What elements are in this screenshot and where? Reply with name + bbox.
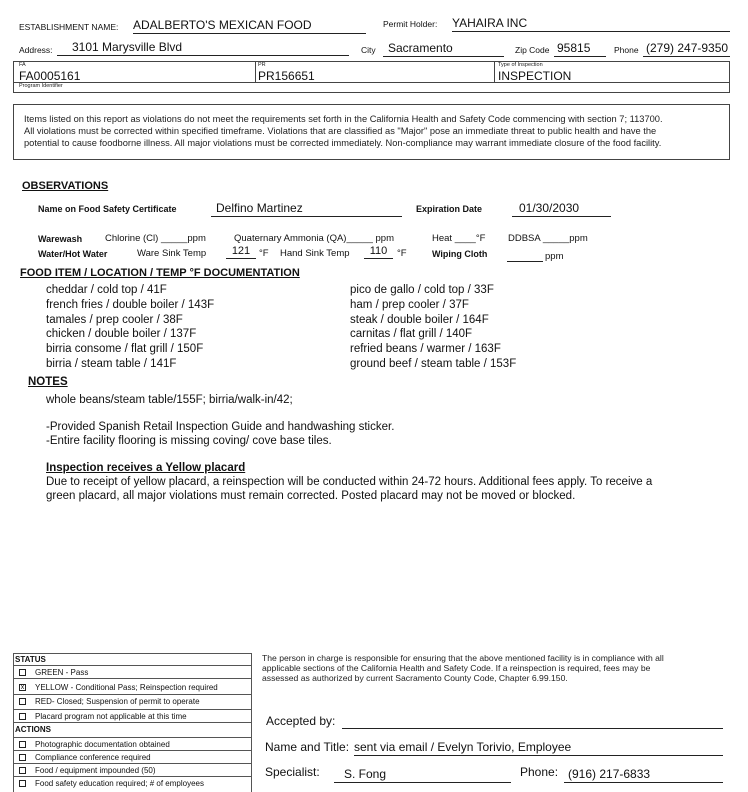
placard-line-2: green placard, all major violations must remain corrected. Posted placard may not be moved or blocked.	[46, 490, 576, 502]
wiping-cloth-label: Wiping Cloth	[432, 249, 488, 259]
id-sep-2	[494, 61, 495, 82]
action-impound-label: Food / equipment impounded (50)	[35, 766, 156, 775]
notes-line-1: whole beans/steam table/155F; birria/walk-in/42;	[46, 394, 293, 406]
cert-name: Delfino Martinez	[211, 201, 402, 217]
specialist-field[interactable]: S. Fong	[334, 767, 511, 783]
water-label: Water/Hot Water	[38, 249, 108, 259]
hand-sink-label: Hand Sink Temp	[280, 248, 350, 259]
permit-holder: YAHAIRA INC	[452, 16, 730, 32]
fa-number: FA0005161	[19, 69, 81, 83]
actions-heading: ACTIONS	[15, 725, 51, 734]
food-item-left-3: tamales / prep cooler / 38F	[46, 314, 183, 326]
food-item-right-2: ham / prep cooler / 37F	[350, 299, 469, 311]
observations-heading: OBSERVATIONS	[22, 180, 109, 192]
ware-sink-temp: 121	[226, 245, 256, 259]
action-photo-label: Photographic documentation obtained	[35, 740, 170, 749]
food-item-right-3: steak / double boiler / 164F	[350, 314, 489, 326]
inspection-type-label: Type of Inspection	[498, 62, 543, 68]
name-title-label: Name and Title:	[265, 740, 350, 754]
address-label: Address:	[19, 45, 53, 55]
status-red-checkbox[interactable]	[19, 698, 26, 705]
wiping-cloth-unit: ppm	[545, 251, 564, 262]
action-photo-checkbox[interactable]	[19, 741, 26, 748]
action-impound-checkbox[interactable]	[19, 767, 26, 774]
accepted-by-field[interactable]	[342, 713, 723, 729]
notice-line-1: Items listed on this report as violations do not meet the requirements set forth in the California Health and Safety Code commencing with section 7; 113700.	[24, 114, 663, 124]
food-item-left-2: french fries / double boiler / 143F	[46, 299, 215, 311]
status-heading: STATUS	[15, 655, 46, 664]
status-na-checkbox[interactable]	[19, 713, 26, 720]
status-green-label: GREEN - Pass	[35, 668, 89, 677]
food-item-left-1: cheddar / cold top / 41F	[46, 284, 167, 296]
food-item-left-5: birria consome / flat grill / 150F	[46, 343, 204, 355]
quat-ammonia-label: Quaternary Ammonia (QA)_____ ppm	[234, 233, 394, 244]
specialist-phone-field[interactable]: (916) 217-6833	[564, 767, 723, 783]
notes-line-2: -Provided Spanish Retail Inspection Guide and handwashing sticker.	[46, 421, 395, 433]
disclaimer-line-3: assessed as authorized by current Sacramento County Code, Chapter 6.99.150.	[262, 673, 568, 683]
action-education-checkbox[interactable]	[19, 780, 26, 787]
food-item-right-5: refried beans / warmer / 163F	[350, 343, 501, 355]
fa-label: FA	[19, 62, 26, 68]
action-education-label: Food safety education required; # of employees	[35, 779, 204, 788]
action-photo-row[interactable]	[13, 738, 252, 751]
action-impound-row[interactable]	[13, 764, 252, 777]
warewash-label: Warewash	[38, 234, 83, 244]
status-na-row[interactable]	[13, 710, 252, 723]
ware-sink-label: Ware Sink Temp	[137, 248, 207, 259]
status-red-row[interactable]	[13, 695, 252, 710]
city-label: City	[361, 45, 376, 55]
food-item-right-4: carnitas / flat grill / 140F	[350, 328, 473, 340]
status-green-row[interactable]	[13, 666, 252, 679]
specialist-label: Specialist:	[265, 765, 320, 779]
actions-heading-row	[13, 723, 252, 738]
phone: (279) 247-9350	[643, 41, 730, 57]
name-title-field[interactable]: sent via email / Evelyn Torivio, Employee	[354, 740, 723, 756]
action-conference-checkbox[interactable]	[19, 754, 26, 761]
ddbsa-label: DDBSA _____ppm	[508, 233, 588, 244]
establishment-label: ESTABLISHMENT NAME:	[19, 22, 119, 32]
zip-label: Zip Code	[515, 45, 550, 55]
accepted-by-label: Accepted by:	[266, 714, 336, 728]
notes-line-3: -Entire facility flooring is missing coving/ cove base tiles.	[46, 435, 332, 447]
program-label: Program Identifier	[19, 83, 63, 89]
status-green-checkbox[interactable]	[19, 669, 26, 676]
pr-number: PR156651	[258, 69, 315, 83]
expiration-date: 01/30/2030	[512, 201, 611, 217]
action-education-row[interactable]	[13, 777, 252, 790]
disclaimer-line-1: The person in charge is responsible for ensuring that the above mentioned facility is in compliance with all	[262, 653, 664, 663]
placard-heading: Inspection receives a Yellow placard	[46, 462, 246, 474]
food-item-left-6: birria / steam table / 141F	[46, 358, 177, 370]
food-item-right-6: ground beef / steam table / 153F	[350, 358, 517, 370]
pr-label: PR	[258, 62, 266, 68]
heat-label: Heat ____°F	[432, 233, 486, 244]
address: 3101 Marysville Blvd	[57, 40, 349, 56]
status-na-label: Placard program not applicable at this time	[35, 712, 187, 721]
city: Sacramento	[383, 41, 504, 57]
id-sep-1	[255, 61, 256, 82]
expiration-label: Expiration Date	[416, 204, 483, 214]
hand-sink-unit: °F	[397, 248, 407, 259]
id-box	[13, 61, 730, 93]
inspection-type: INSPECTION	[498, 69, 572, 83]
food-item-right-1: pico de gallo / cold top / 33F	[350, 284, 494, 296]
zip: 95815	[554, 41, 606, 57]
food-items-heading: FOOD ITEM / LOCATION / TEMP °F DOCUMENTATION	[20, 267, 300, 279]
status-yellow-row[interactable]	[13, 679, 252, 695]
notice-line-2: All violations must be corrected within specified timeframe. Violations that are classified as "Major" pose an immediate threat to public health and have the	[24, 126, 657, 136]
establishment-name: ADALBERTO'S MEXICAN FOOD	[133, 18, 366, 34]
cert-label: Name on Food Safety Certificate	[38, 204, 177, 214]
notes-heading: NOTES	[28, 376, 68, 388]
status-yellow-label: YELLOW - Conditional Pass; Reinspection required	[35, 683, 218, 692]
action-conference-row[interactable]	[13, 751, 252, 764]
permit-holder-label: Permit Holder:	[383, 19, 438, 29]
food-item-left-4: chicken / double boiler / 137F	[46, 328, 197, 340]
disclaimer-line-2: applicable sections of the California Health and Safety Code. If a reinspection is required, fees may be	[262, 663, 651, 673]
status-heading-row	[13, 653, 252, 666]
status-yellow-checkbox[interactable]: x	[20, 684, 25, 691]
action-conference-label: Compliance conference required	[35, 753, 151, 762]
status-red-label: RED- Closed; Suspension of permit to operate	[35, 697, 200, 706]
wiping-cloth-line	[507, 251, 543, 262]
specialist-phone-label: Phone:	[520, 765, 559, 779]
placard-line-1: Due to receipt of yellow placard, a reinspection will be conducted within 24-72 hours. Additional fees apply. To receive a	[46, 476, 653, 488]
chlorine-label: Chlorine (Cl) _____ppm	[105, 233, 206, 244]
notice-line-3: potential to cause foodborne illness. All major violations must be corrected immediately. Non-compliance may warrant immediate closure of the food facility.	[24, 138, 662, 148]
hand-sink-temp: 110	[364, 245, 393, 259]
ware-sink-unit: °F	[259, 248, 269, 259]
phone-label: Phone	[614, 45, 639, 55]
id-divider	[13, 82, 730, 83]
